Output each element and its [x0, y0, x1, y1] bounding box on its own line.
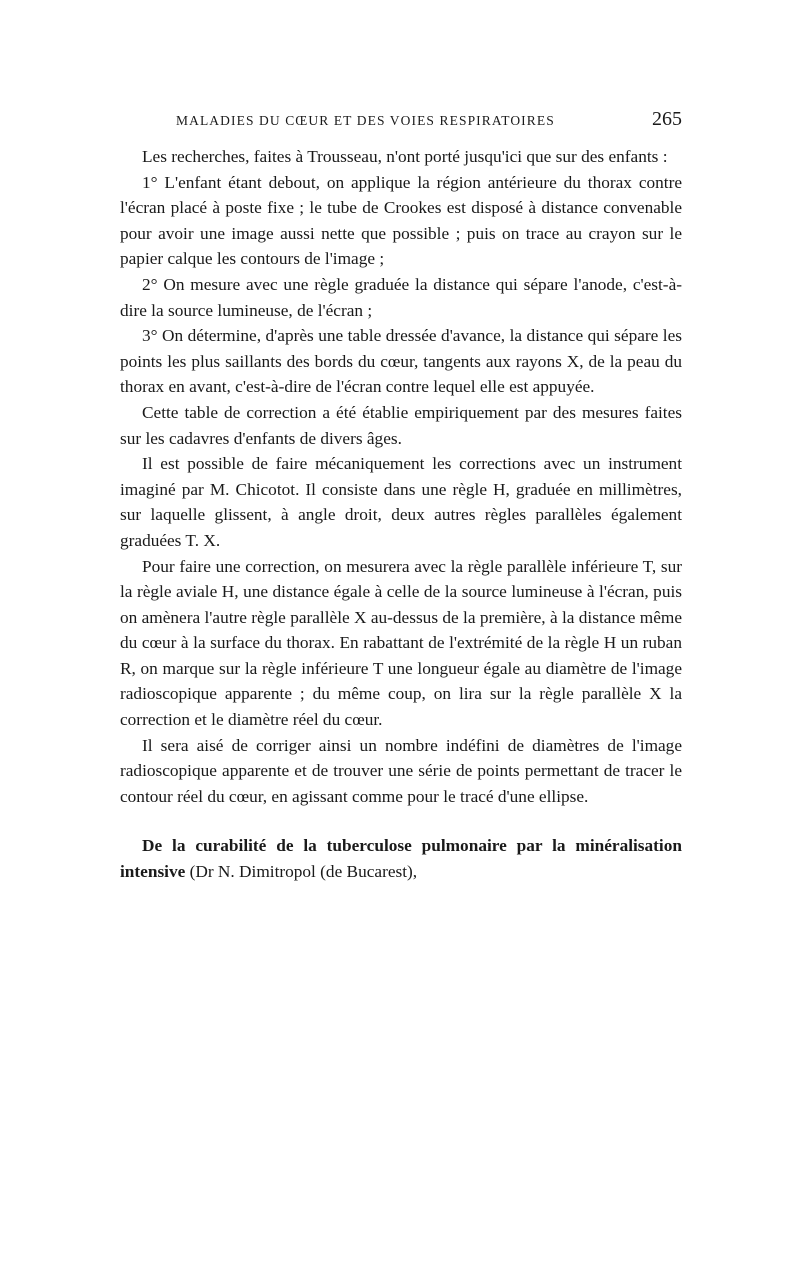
paragraph: Pour faire une correction, on mesurera avec la règle parallèle inférieure T, sur la règle aviale H, une distance égale à celle de la source lumineuse à l'écran, puis on amènera l'autre règle parallèle X au-dessus de la première, à la distance même du cœur à la surface du thorax. En rabattant de l'extrémité de la règle H un ruban R, on marque sur la règle inférieure T une longueur égale au diamètre de l'image radioscopique apparente ; du même coup, on lira sur la règle parallèle X la correction et le diamètre réel du cœur.: [120, 556, 682, 730]
paragraph: Il est possible de faire mécaniquement les corrections avec un instrument imaginé par M. Chicotot. Il consiste dans une règle H, graduée en millimètres, sur laquelle glissent, à angle droit, deux autres règles parallèles également graduées T. X.: [120, 454, 682, 550]
page-number: 265: [652, 108, 682, 130]
section-heading: [120, 833, 682, 885]
paragraph: 2° On mesure avec une règle graduée la distance qui sépare l'anode, c'est-à-dire la source lumineuse, de l'écran ;: [120, 274, 682, 320]
book-page: [120, 108, 682, 885]
paragraph: 3° On détermine, d'après une table dressée d'avance, la distance qui sépare les points les plus saillants des bords du cœur, tangents aux rayons X, de la peau du thorax en avant, c'est-à-dire de l'écran contre lequel elle est appuyée.: [120, 326, 682, 397]
running-head: [176, 108, 682, 144]
running-title: MALADIES DU CŒUR ET DES VOIES RESPIRATOIRES: [176, 113, 555, 128]
paragraph: Cette table de correction a été établie empiriquement par des mesures faites sur les cadavres d'enfants de divers âges.: [120, 402, 682, 448]
paragraph: Il sera aisé de corriger ainsi un nombre indéfini de diamètres de l'image radioscopique apparente et de trouver une série de points permettant de tracer le contour réel du cœur, en agissant comme pour le tracé d'une ellipse.: [120, 735, 682, 806]
section-heading-title: De la curabilité de la tuberculose pulmonaire par la minéralisation intensive: [120, 836, 682, 882]
section-heading-author: (Dr N. Dimitropol (de Bucarest),: [185, 862, 418, 882]
paragraph: Les recherches, faites à Trousseau, n'ont porté jusqu'ici que sur des enfants :: [142, 147, 668, 166]
body-text: [120, 144, 682, 809]
paragraph: 1° L'enfant étant debout, on applique la région antérieure du thorax contre l'écran placé à poste fixe ; le tube de Crookes est disposé à distance convenable pour avoir une image aussi nette que possible ; puis on trace au crayon sur le papier calque les contours de l'image ;: [120, 172, 682, 269]
